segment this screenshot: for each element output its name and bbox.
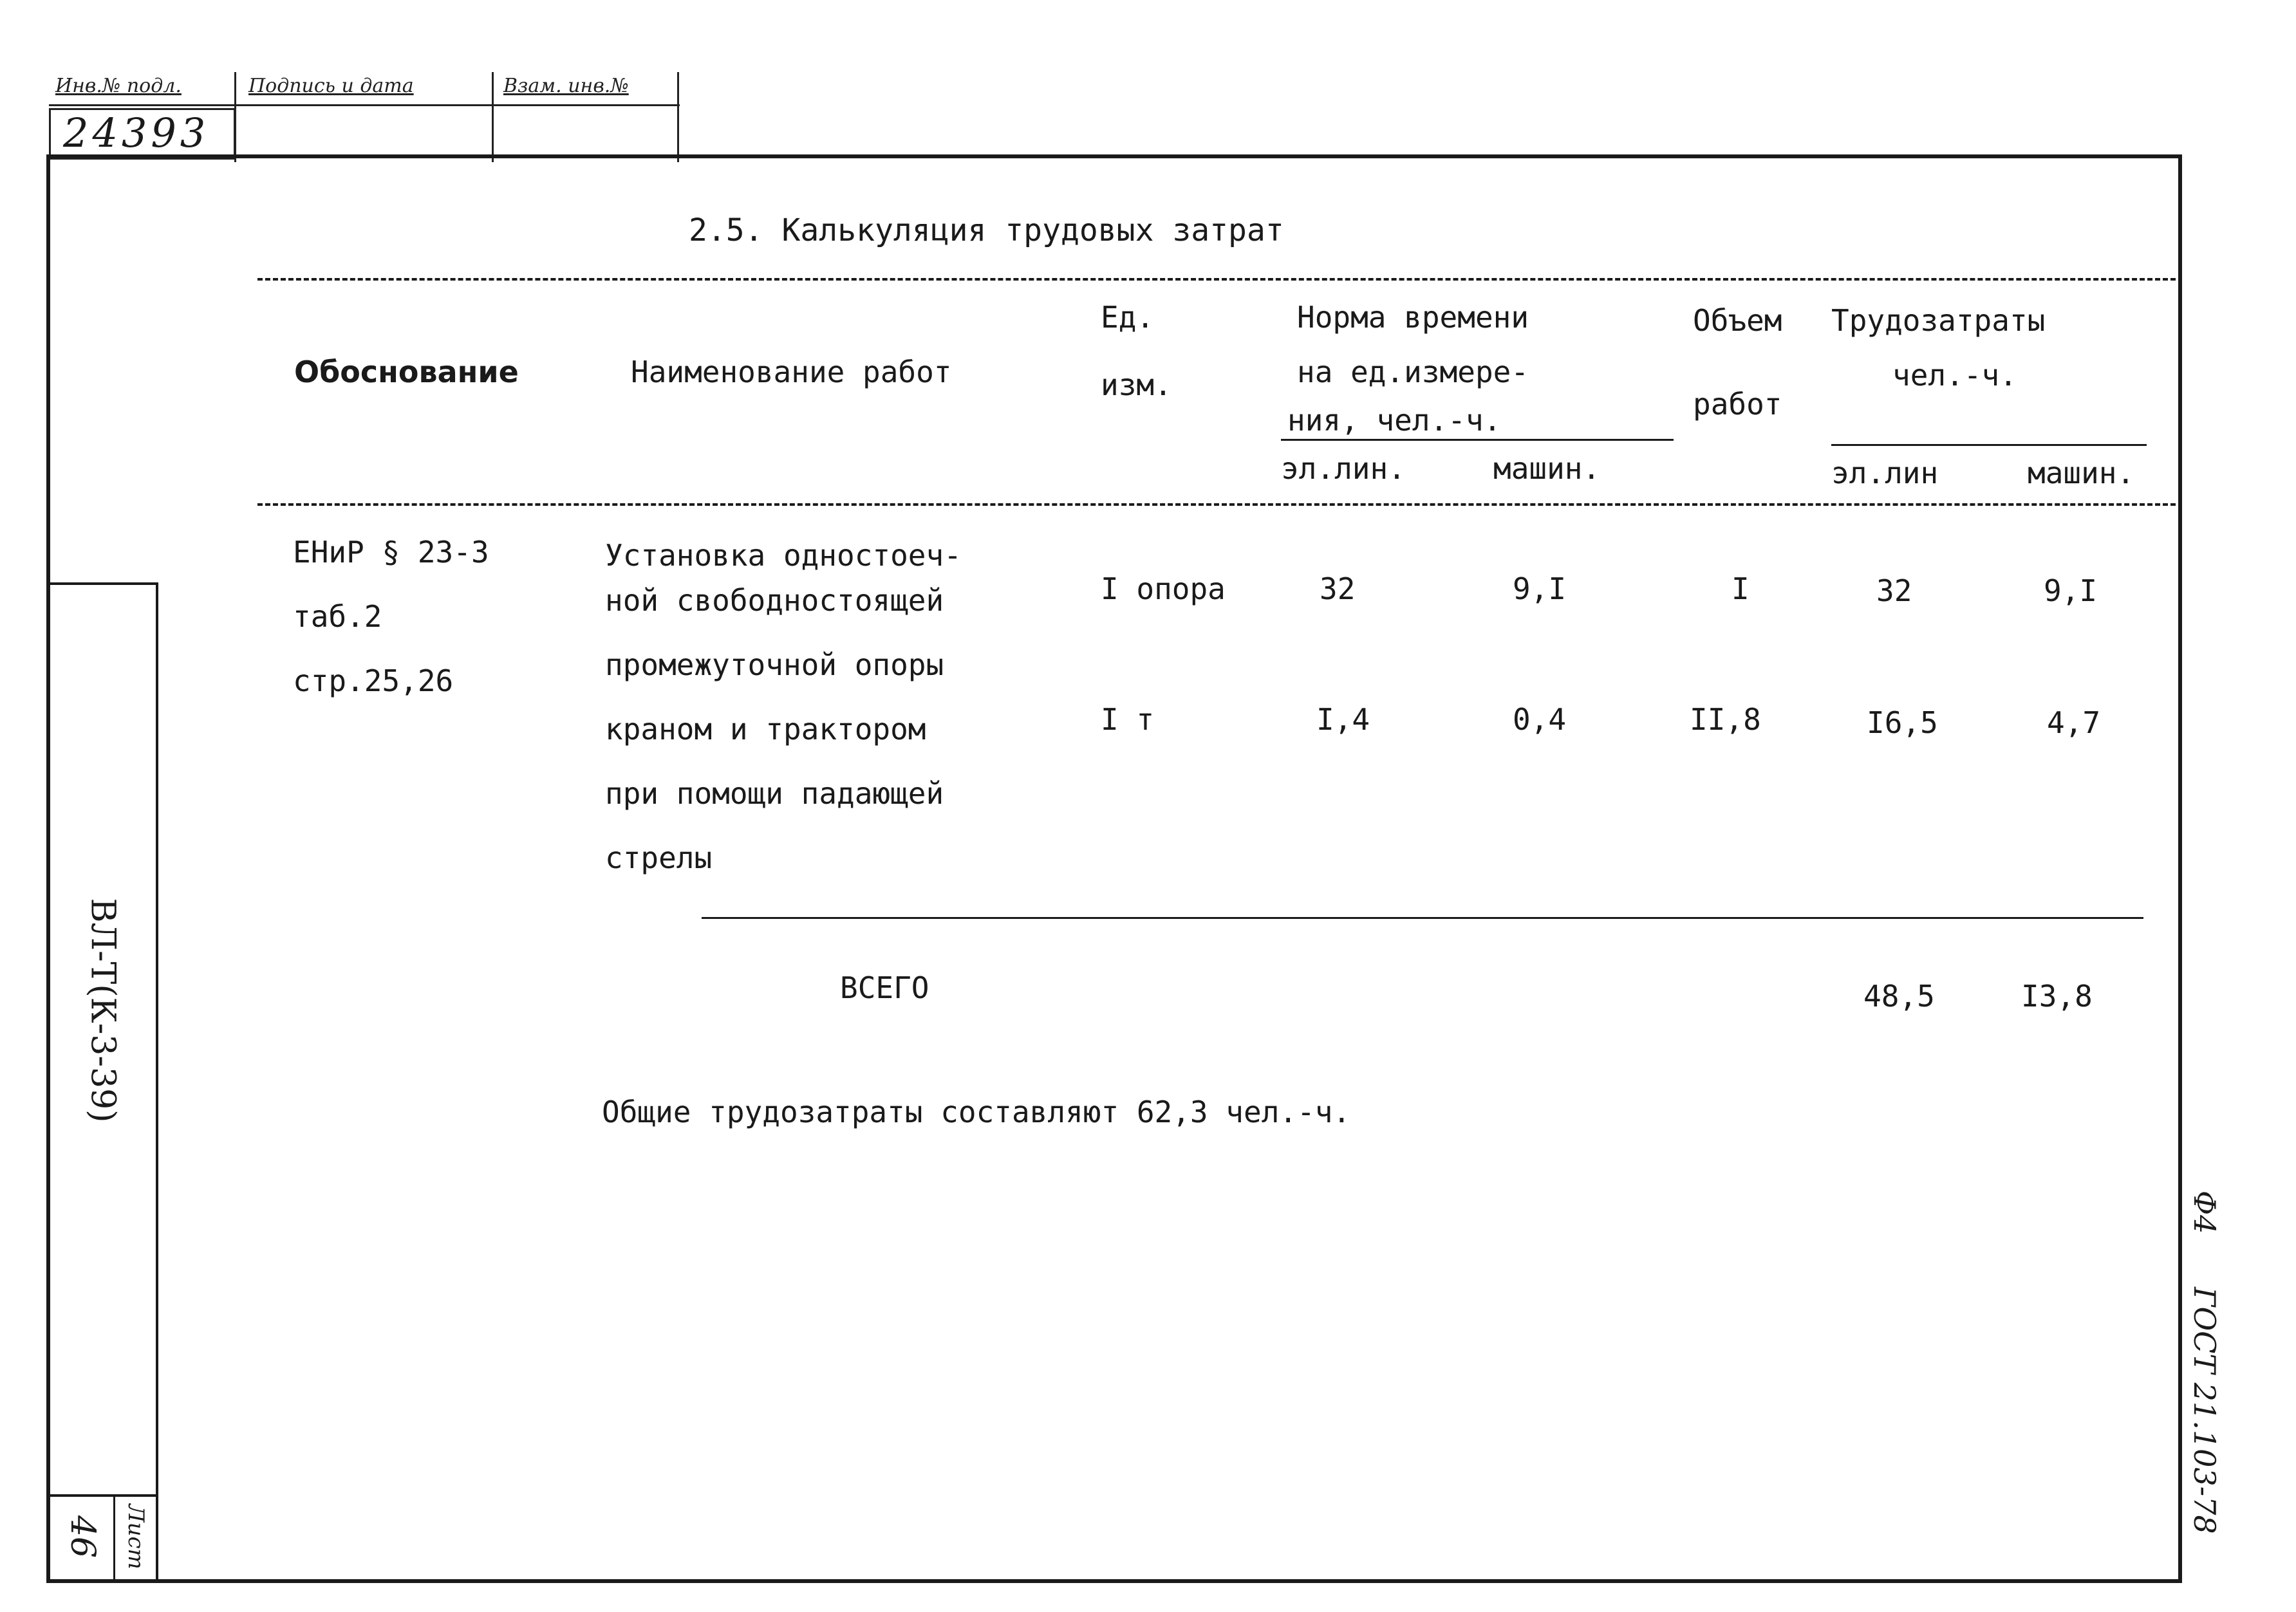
row1-norm-mach: 9,I [1513,571,1567,606]
row1-volume: I [1731,571,1750,606]
header-bottom-rule [257,503,2176,506]
header-norm-mach: машин. [1493,451,1601,486]
header-labor-el: эл.лин [1831,456,1939,490]
header-norm: Норма времени [1297,300,1529,335]
basis-line: ЕНиР § 23-3 [293,535,489,570]
total-label: ВСЕГО [840,970,929,1005]
header-basis: Обоснование [294,355,519,389]
work-line: ной свободностоящей [605,583,944,618]
row1-norm-el: 32 [1320,571,1356,606]
project-code [58,875,148,1145]
work-line: стрелы [605,840,713,875]
header-unit: Ед. [1101,300,1155,335]
row1-labor-el: 32 [1876,573,1912,608]
labor-header-underline [1831,444,2147,446]
standard-label: ГОСТ 21.103-78 [2187,1287,2222,1534]
summary-text: Общие трудозатраты составляют 62,3 чел.-ч. [602,1095,1351,1129]
work-line: при помощи падающей [605,776,944,811]
header-unit: изм. [1101,367,1172,402]
project-code-text: ВЛ-Т(К-3-39) [84,898,123,1123]
work-line: Установка одностоеч- [605,538,962,573]
row2-norm-mach: 0,4 [1513,702,1567,737]
inventory-number: 24393 [63,109,210,156]
total-labor-el: 48,5 [1863,979,1935,1014]
header-top-rule [257,278,2176,281]
side-panel-top [46,582,158,585]
header-norm: ния, чел.-ч. [1287,403,1502,438]
stamp-signature-label: Подпись и дата [248,75,414,97]
row2-volume: II,8 [1690,702,1761,737]
sheet-divider [113,1494,115,1579]
stamp-divider [492,72,494,162]
row2-norm-el: I,4 [1316,702,1370,737]
row1-unit: I опора [1101,571,1226,606]
header-volume: Объем [1693,303,1782,338]
stamp-top-line [49,104,680,106]
total-labor-mach: I3,8 [2021,979,2093,1014]
row1-labor-mach: 9,I [2044,573,2098,608]
work-line: краном и трактором [605,712,926,746]
header-labor: Трудозатраты [1831,303,2046,338]
basis-line: стр.25,26 [293,663,454,698]
work-line: промежуточной опоры [605,647,944,682]
row2-unit: I т [1101,702,1155,737]
basis-line: таб.2 [293,599,382,634]
norm-header-underline [1281,439,1674,441]
sheet-number: 46 [62,1515,102,1559]
row2-labor-el: I6,5 [1867,705,1938,740]
form-stamp [2187,1190,2232,1589]
stamp-replace-label: Взам. инв.№ [503,75,629,97]
sheet-label: Лист [123,1504,149,1570]
page-title: 2.5. Калькуляция трудовых затрат [689,212,1284,248]
header-volume: работ [1693,387,1782,422]
approval-stamp [49,72,680,162]
header-norm: на ед.измере- [1297,355,1529,389]
total-separator [702,917,2143,919]
header-norm-el: эл.лин. [1281,451,1406,486]
header-labor-mach: машин. [2028,456,2135,490]
row2-labor-mach: 4,7 [2047,705,2101,740]
stamp-divider [677,72,679,162]
header-work-name: Наименование работ [631,355,952,389]
header-labor: чел.-ч. [1892,358,2017,393]
form-label: Ф4 [2187,1190,2222,1234]
stamp-inv-label: Инв.№ подл. [55,75,182,97]
